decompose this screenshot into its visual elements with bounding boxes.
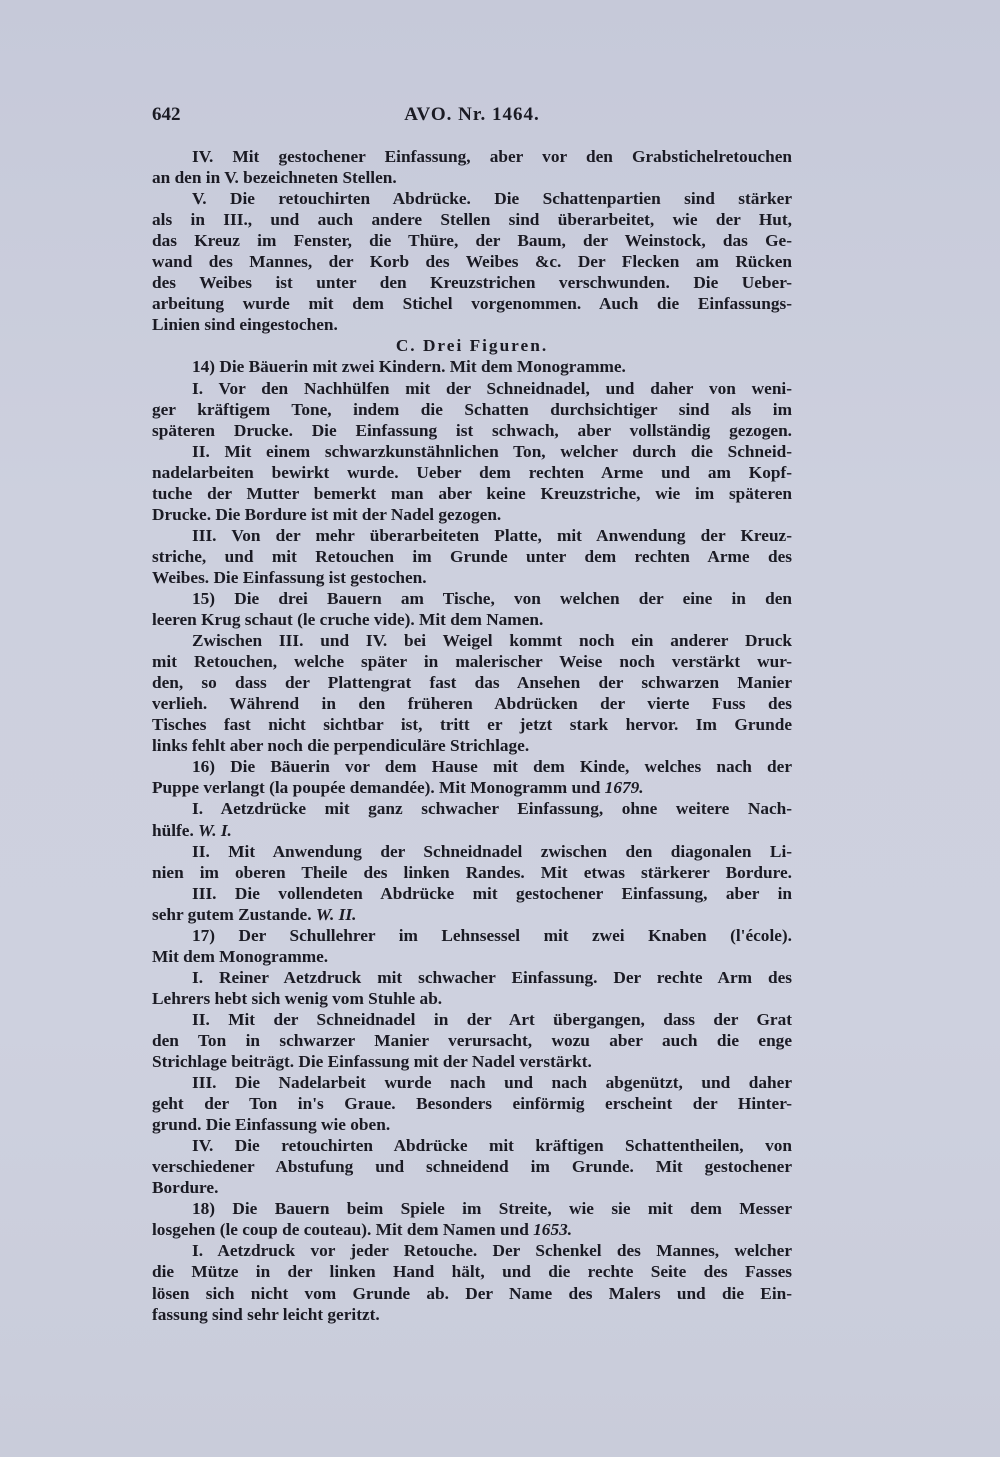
text-line [152, 925, 792, 946]
text-line-content: Weibes. Die Einfassung ist gestochen. [152, 567, 427, 587]
text-line-content: nadelarbeiten bewirkt wurde. Ueber dem rechten Arme und am Kopf- [152, 462, 792, 482]
text-line-content: Puppe verlangt (la poupée demandée). Mit Monogramm und [152, 778, 601, 798]
text-line-content: die Mütze in der linken Hand hält, und die rechte Seite des Fasses [152, 1262, 792, 1282]
text-line-content: verschiedener Abstufung und schneidend im Grunde. Mit gestochener [152, 1157, 792, 1177]
text-line-content: fassung sind sehr leicht geritzt. [152, 1304, 380, 1324]
italic-reference: W. I. [198, 820, 232, 840]
text-line [152, 777, 792, 798]
text-line-content: späteren Drucke. Die Einfassung ist schwach, aber vollständig gezogen. [152, 420, 792, 440]
text-line [152, 209, 792, 230]
text-line [152, 588, 792, 609]
text-line [152, 1283, 792, 1304]
text-line [152, 798, 792, 819]
page-header [152, 104, 792, 130]
text-line [152, 946, 792, 967]
text-line [152, 167, 792, 188]
text-line [152, 883, 792, 904]
text-line-content: den Ton in schwarzer Manier verursacht, wozu aber auch die enge [152, 1030, 792, 1050]
text-line [152, 1304, 792, 1325]
text-line-content: I. Aetzdruck vor jeder Retouche. Der Schenkel des Mannes, welcher [192, 1241, 792, 1261]
text-line [152, 841, 792, 862]
text-line [152, 251, 792, 272]
text-line-content: Bordure. [152, 1178, 219, 1198]
page-title: AVO. Nr. 1464. [404, 104, 540, 125]
text-line-content: Linien sind eingestochen. [152, 315, 338, 335]
text-line [152, 988, 792, 1009]
text-line-content: Lehrers hebt sich wenig vom Stuhle ab. [152, 988, 443, 1008]
text-line-content: IV. Mit gestochener Einfassung, aber vor den Grabstichelretouchen [192, 147, 792, 166]
text-line [152, 820, 792, 841]
text-line [152, 378, 792, 399]
text-line-content: geht der Ton in's Graue. Besonders einförmig erscheint der Hinter- [152, 1094, 792, 1114]
text-line-content: II. Mit einem schwarzkunstähnlichen Ton, welcher durch die Schneid- [192, 441, 792, 461]
text-line [152, 188, 792, 209]
text-line-content: 18) Die Bauern beim Spiele im Streite, wie sie mit dem Messer [192, 1199, 792, 1219]
text-line [152, 1219, 792, 1240]
text-line [152, 525, 792, 546]
text-line-content: verlieh. Während in den früheren Abdrücken der vierte Fuss des [152, 694, 792, 714]
text-line [152, 567, 792, 588]
text-line [152, 420, 792, 441]
text-line [152, 314, 792, 335]
text-line [152, 462, 792, 483]
text-line [152, 672, 792, 693]
text-line-content: wand des Mannes, der Korb des Weibes &c. Der Flecken am Rücken [152, 252, 792, 272]
text-line-content: Mit dem Monogramme. [152, 946, 329, 966]
text-line-content: 15) Die drei Bauern am Tische, von welchen der eine in den [192, 588, 792, 608]
text-line [152, 146, 792, 167]
text-line [152, 1261, 792, 1282]
text-line-content: V. Die retouchirten Abdrücke. Die Schattenpartien sind stärker [192, 189, 792, 209]
text-line [152, 230, 792, 251]
text-line [152, 483, 792, 504]
text-line-content: 14) Die Bäuerin mit zwei Kindern. Mit dem Monogramme. [192, 357, 626, 377]
text-line [152, 862, 792, 883]
text-line [152, 546, 792, 567]
text-line-content: 16) Die Bäuerin vor dem Hause mit dem Kinde, welches nach der [192, 757, 792, 777]
text-line [152, 693, 792, 714]
text-line-content: grund. Die Einfassung wie oben. [152, 1115, 391, 1135]
text-line-content: des Weibes ist unter den Kreuzstrichen verschwunden. Die Ueber- [152, 273, 792, 293]
text-line [152, 1093, 792, 1114]
text-line-content: III. Die Nadelarbeit wurde nach und nach abgenützt, und daher [192, 1073, 792, 1093]
text-line-content: I. Aetzdrücke mit ganz schwacher Einfassung, ohne weitere Nach- [192, 799, 792, 819]
text-line-content: IV. Die retouchirten Abdrücke mit kräftigen Schattentheilen, von [192, 1136, 792, 1156]
text-line-content: links fehlt aber noch die perpendiculäre Strichlage. [152, 736, 530, 756]
text-line [152, 651, 792, 672]
text-line [152, 1240, 792, 1261]
text-line [152, 1072, 792, 1093]
italic-reference: 1679. [604, 778, 644, 798]
italic-reference: W. II. [315, 904, 357, 924]
text-line-content: 17) Der Schullehrer im Lehnsessel mit zwei Knaben (l'école). [192, 925, 792, 945]
text-line [152, 504, 792, 525]
text-line-content: II. Mit der Schneidnadel in der Art übergangen, dass der Grat [192, 1009, 792, 1029]
text-line-content: nien im oberen Theile des linken Randes. Mit etwas stärkerer Bordure. [152, 862, 792, 882]
text-line-content: II. Mit Anwendung der Schneidnadel zwischen den diagonalen Li- [192, 841, 792, 861]
text-line-content: tuche der Mutter bemerkt man aber keine Kreuzstriche, wie im späteren [152, 483, 792, 503]
text-line [152, 609, 792, 630]
text-line [152, 1051, 792, 1072]
text-line-content: Zwischen III. und IV. bei Weigel kommt noch ein anderer Druck [192, 631, 792, 651]
text-line-content: als in III., und auch andere Stellen sind überarbeitet, wie der Hut, [152, 210, 792, 230]
text-line-content: I. Reiner Aetzdruck mit schwacher Einfassung. Der rechte Arm des [192, 967, 792, 987]
text-line-content: Drucke. Die Bordure ist mit der Nadel gezogen. [152, 504, 502, 524]
text-line-content: arbeitung wurde mit dem Stichel vorgenommen. Auch die Einfassungs- [152, 294, 792, 314]
text-line-content: hülfe. [152, 820, 194, 840]
text-line-content: an den in V. bezeichneten Stellen. [152, 168, 397, 188]
page-body [152, 146, 792, 1325]
text-line [152, 1030, 792, 1051]
text-line-content: striche, und mit Retouchen im Grunde unter dem rechten Arme des [152, 546, 792, 566]
text-line [152, 1114, 792, 1135]
text-line [152, 441, 792, 462]
text-line [152, 399, 792, 420]
page-number: 642 [152, 104, 181, 125]
text-line-content: den, so dass der Plattengrat fast das Ansehen der schwarzen Manier [152, 673, 792, 693]
text-line-content: C. Drei Figuren. [395, 336, 549, 356]
text-line [152, 1198, 792, 1219]
text-line [152, 1135, 792, 1156]
text-line-content: III. Von der mehr überarbeiteten Platte, mit Anwendung der Kreuz- [192, 525, 792, 545]
text-line-content: mit Retouchen, welche später in malerischer Weise noch verstärkt wur- [152, 652, 792, 672]
text-line-content: das Kreuz im Fenster, die Thüre, der Baum, der Weinstock, das Ge- [152, 231, 792, 251]
text-line-content: sehr gutem Zustande. [152, 904, 312, 924]
text-line [152, 904, 792, 925]
text-line [152, 1156, 792, 1177]
italic-reference: 1653. [533, 1220, 573, 1240]
text-line-content: III. Die vollendeten Abdrücke mit gestochener Einfassung, aber in [192, 883, 792, 903]
text-line [152, 1009, 792, 1030]
text-line-content: leeren Krug schaut (le cruche vide). Mit dem Namen. [152, 610, 544, 630]
text-line-content: lösen sich nicht vom Grunde ab. Der Name des Malers und die Ein- [152, 1283, 792, 1303]
text-line [152, 293, 792, 314]
text-line [152, 735, 792, 756]
text-line-content: ger kräftigem Tone, indem die Schatten durchsichtiger sind als im [152, 399, 792, 419]
text-line-content: Strichlage beiträgt. Die Einfassung mit der Nadel verstärkt. [152, 1052, 592, 1072]
text-line [152, 1177, 792, 1198]
text-line [152, 967, 792, 988]
text-line [152, 756, 792, 777]
text-line-content: I. Vor den Nachhülfen mit der Schneidnadel, und daher von weni- [192, 378, 792, 398]
text-line [152, 335, 792, 356]
text-line [152, 356, 792, 377]
text-line-content: Tisches fast nicht sichtbar ist, tritt er jetzt stark hervor. Im Grunde [152, 715, 792, 735]
text-line [152, 630, 792, 651]
text-line [152, 714, 792, 735]
text-line [152, 272, 792, 293]
text-line-content: losgehen (le coup de couteau). Mit dem Namen und [152, 1220, 529, 1240]
